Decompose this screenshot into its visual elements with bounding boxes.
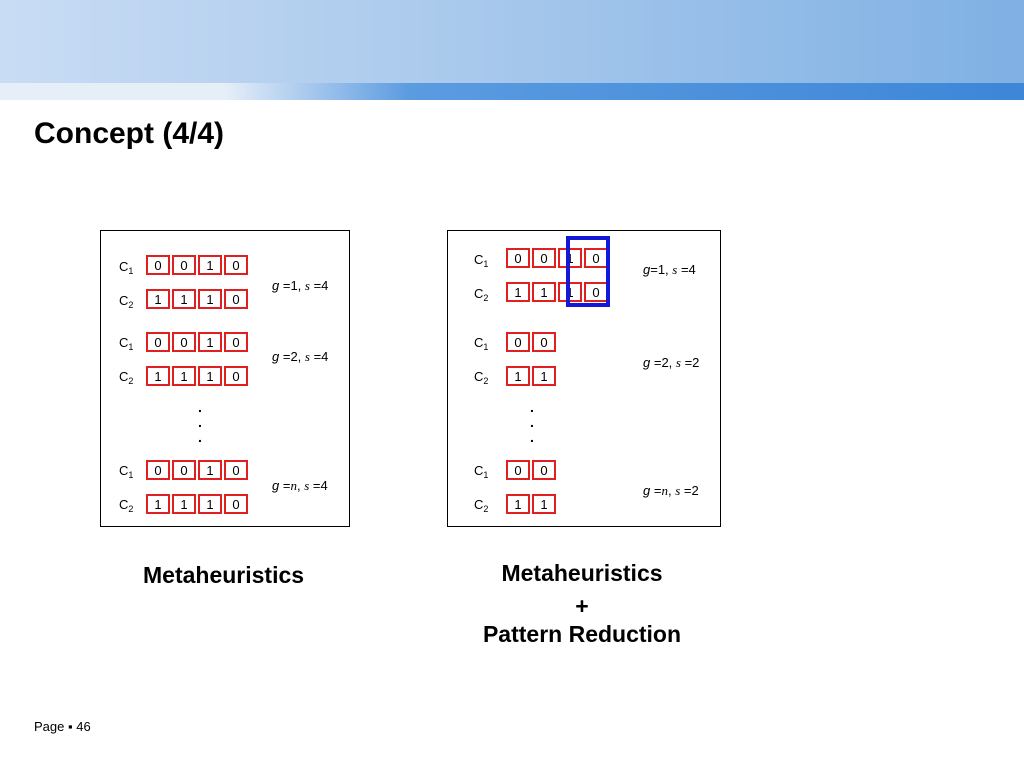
bit-cell: 0: [172, 332, 196, 352]
bit-cell: 0: [584, 248, 608, 268]
left-param-label: g =1, s =4: [272, 278, 329, 293]
bit-cell: 0: [532, 460, 556, 480]
right-row-label: $C_1$: [474, 252, 489, 269]
left-caption: Metaheuristics: [143, 562, 305, 588]
bit-cell: 0: [146, 255, 170, 275]
bit-cell: 1: [172, 366, 196, 386]
bit-cell: 0: [506, 332, 530, 352]
bit-cell: 0: [224, 366, 248, 386]
ellipsis-dots: . . .: [198, 399, 202, 445]
bit-cell: 0: [532, 248, 556, 268]
page-footer: Page ▪ 46: [34, 719, 91, 734]
right-row-label: $C_2$: [474, 497, 489, 514]
bit-cell: 1: [532, 494, 556, 514]
bit-cell: 1: [506, 494, 530, 514]
right-row-label: $C_2$: [474, 369, 489, 386]
bit-cell: 0: [224, 289, 248, 309]
bit-cell: 0: [146, 332, 170, 352]
right-bit-string: [506, 460, 556, 480]
left-param-label: g =n, s =4: [272, 478, 328, 493]
bit-cell: 0: [506, 248, 530, 268]
left-param-label: g =2, s =4: [272, 349, 329, 364]
right-row-label: $C_1$: [474, 335, 489, 352]
bit-cell: 1: [532, 366, 556, 386]
bit-cell: 1: [198, 494, 222, 514]
bit-cell: 1: [198, 255, 222, 275]
bit-cell: 0: [506, 460, 530, 480]
bit-cell: 0: [532, 332, 556, 352]
bit-cell: 1: [558, 248, 582, 268]
bit-cell: 1: [172, 494, 196, 514]
bit-cell: 0: [224, 332, 248, 352]
bit-cell: 0: [224, 460, 248, 480]
left-row-label: $C_1$: [119, 335, 134, 352]
right-caption-line-2: +: [575, 593, 589, 619]
left-row-label: $C_2$: [119, 369, 134, 386]
right-param-label: g =2, s =2: [643, 355, 700, 370]
slide-title: Concept (4/4): [34, 117, 225, 150]
bit-cell: 0: [172, 460, 196, 480]
bit-cell: 1: [506, 366, 530, 386]
right-caption-line-3: Pattern Reduction: [482, 621, 682, 647]
bit-cell: 1: [146, 289, 170, 309]
left-row-label: $C_2$: [119, 497, 134, 514]
bit-cell: 1: [198, 460, 222, 480]
left-row-label: $C_1$: [119, 463, 134, 480]
bit-cell: 1: [506, 282, 530, 302]
left-bit-string: [146, 255, 248, 275]
bit-cell: 1: [146, 494, 170, 514]
left-bit-string: [146, 366, 248, 386]
left-bit-string: [146, 494, 248, 514]
bullet-icon: ▪: [68, 719, 73, 734]
bit-cell: 1: [558, 282, 582, 302]
bit-cell: 1: [146, 366, 170, 386]
bit-cell: 1: [172, 289, 196, 309]
header-stripe: [0, 83, 1024, 100]
right-row-label: $C_1$: [474, 463, 489, 480]
bit-cell: 1: [198, 332, 222, 352]
page-number: 46: [76, 719, 91, 734]
bit-cell: 1: [198, 289, 222, 309]
bit-cell: 0: [224, 494, 248, 514]
left-bit-string: [146, 332, 248, 352]
left-bit-string: [146, 289, 248, 309]
bit-cell: 0: [584, 282, 608, 302]
right-bit-string: [506, 366, 556, 386]
right-param-label: g=1, s =4: [643, 262, 696, 277]
bit-cell: 1: [532, 282, 556, 302]
right-caption-line-1: Metaheuristics: [501, 560, 663, 586]
right-row-label: $C_2$: [474, 286, 489, 303]
bit-cell: 1: [198, 366, 222, 386]
right-bit-string: [506, 332, 556, 352]
bit-cell: 0: [172, 255, 196, 275]
ellipsis-dots: . . .: [530, 399, 534, 445]
left-row-label: $C_2$: [119, 293, 134, 310]
bit-cell: 0: [146, 460, 170, 480]
left-bit-string: [146, 460, 248, 480]
right-param-label: g =n, s =2: [643, 483, 699, 498]
right-bit-string: [506, 494, 556, 514]
reduced-pattern-highlight: [566, 236, 610, 307]
bit-cell: 0: [224, 255, 248, 275]
left-row-label: $C_1$: [119, 259, 134, 276]
